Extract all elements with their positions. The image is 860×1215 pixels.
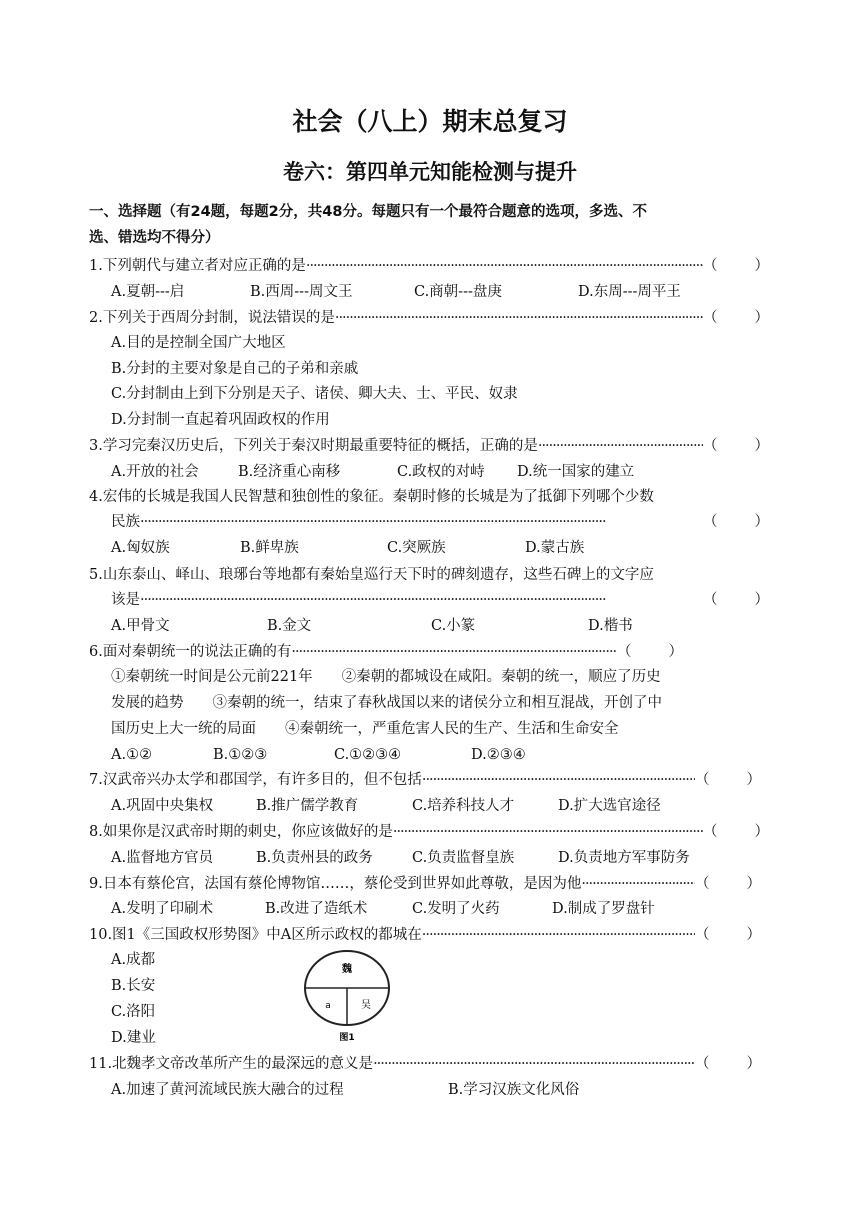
figure-label-a: a [325, 1001, 331, 1011]
question-9-stem: 9.日本有蔡伦宫，法国有蔡伦博物馆……，蔡伦受到世界如此尊敬，是因为他 ····· （ ） [89, 874, 761, 894]
question-4-stem-cont: 民族 ····· （ ） [111, 512, 769, 532]
question-8-option-b[interactable]: B.负责州县的政务 [256, 850, 373, 866]
question-5-stem: 5.山东泰山、峄山、琅琊台等地都有秦始皇巡行天下时的碑刻遗存，这些石碑上的文字应 [89, 567, 654, 583]
question-7-stem: 7.汉武帝兴办太学和郡国学，有许多目的，但不包括 ····· （ ） [89, 770, 761, 790]
question-10-option-d[interactable]: D.建业 [111, 1030, 156, 1046]
question-5-option-b[interactable]: B.金文 [267, 618, 312, 634]
section-heading: 一、选择题（有24题，每题2分，共48分。每题只有一个最符合题意的选项，多选、不 [89, 204, 647, 220]
question-8-option-d[interactable]: D.负责地方军事防务 [558, 850, 690, 866]
question-4-option-b[interactable]: B.鲜卑族 [240, 540, 299, 556]
question-9-option-d[interactable]: D.制成了罗盘针 [552, 901, 655, 917]
question-11-stem: 11.北魏孝文帝改革所产生的最深远的意义是 ····· （ ） [89, 1054, 761, 1074]
question-3-option-d[interactable]: D.统一国家的建立 [517, 464, 635, 480]
question-5-option-d[interactable]: D.楷书 [588, 618, 633, 634]
question-7-option-c[interactable]: C.培养科技人才 [412, 798, 515, 814]
question-3-option-b[interactable]: B.经济重心南移 [238, 464, 341, 480]
question-3-option-c[interactable]: C.政权的对峙 [397, 464, 485, 480]
question-2-option-a[interactable]: A.目的是控制全国广大地区 [111, 335, 286, 351]
question-3-stem: 3.学习完秦汉历史后，下列关于秦汉时期最重要特征的概括，正确的是 ····· （ ） [89, 436, 769, 456]
question-1-option-b[interactable]: B.西周---周文王 [250, 284, 353, 300]
page-subtitle: 卷六：第四单元知能检测与提升 [283, 160, 577, 184]
question-5-stem-cont: 该是 ····· （ ） [111, 590, 769, 610]
question-6-option-b[interactable]: B.①②③ [213, 747, 268, 763]
question-4-option-d[interactable]: D.蒙古族 [525, 540, 585, 556]
question-7-option-b[interactable]: B.推广儒学教育 [256, 798, 359, 814]
question-3-option-a[interactable]: A.开放的社会 [111, 464, 199, 480]
question-8-stem: 8.如果你是汉武帝时期的刺史，你应该做好的是 ····· （ ） [89, 822, 769, 842]
question-10-option-b[interactable]: B.长安 [111, 978, 156, 994]
question-1-option-d[interactable]: D.东周---周平王 [578, 284, 681, 300]
question-7-option-a[interactable]: A.巩固中央集权 [111, 798, 214, 814]
question-10-option-c[interactable]: C.洛阳 [111, 1004, 156, 1020]
figure-1-three-kingdoms-map [302, 948, 392, 1048]
question-8-option-a[interactable]: A.监督地方官员 [111, 850, 214, 866]
question-6-body-3: 国历史上大一统的局面 ④秦朝统一，严重危害人民的生产、生活和生命安全 [111, 721, 619, 737]
question-10-stem: 10.图1《三国政权形势图》中A区所示政权的都城在 ····· （ ） [89, 925, 761, 945]
question-2-option-c[interactable]: C.分封制由上到下分别是天子、诸侯、卿大夫、士、平民、奴隶 [111, 386, 518, 402]
question-6-body-1: ①秦朝统一时间是公元前221年 ②秦朝的都城设在咸阳。秦朝的统一，顺应了历史 [111, 669, 661, 685]
page-title: 社会（八上）期末总复习 [292, 107, 568, 136]
question-1-option-c[interactable]: C.商朝---盘庚 [414, 284, 502, 300]
question-8-option-c[interactable]: C.负责监督皇族 [412, 850, 515, 866]
question-6-option-a[interactable]: A.①② [111, 747, 153, 763]
question-9-option-b[interactable]: B.改进了造纸术 [265, 901, 368, 917]
question-11-option-a[interactable]: A.加速了黄河流域民族大融合的过程 [111, 1082, 344, 1098]
section-heading-cont: 选、错选均不得分） [89, 230, 220, 246]
question-10-option-a[interactable]: A.成都 [111, 952, 156, 968]
question-5-option-c[interactable]: C.小篆 [431, 618, 476, 634]
figure-caption: 图1 [339, 1033, 355, 1043]
question-11-option-b[interactable]: B.学习汉族文化风俗 [448, 1082, 580, 1098]
question-7-option-d[interactable]: D.扩大选官途径 [558, 798, 661, 814]
question-4-option-a[interactable]: A.匈奴族 [111, 540, 170, 556]
question-2-option-b[interactable]: B.分封的主要对象是自己的子弟和亲戚 [111, 361, 359, 377]
question-4-option-c[interactable]: C.突厥族 [387, 540, 446, 556]
question-9-option-a[interactable]: A.发明了印刷术 [111, 901, 214, 917]
figure-label-wu: 吴 [361, 1000, 371, 1011]
question-6-stem: 6.面对秦朝统一的说法正确的有 ····· （ ） [89, 642, 683, 662]
question-2-option-d[interactable]: D.分封制一直起着巩固政权的作用 [111, 412, 330, 428]
question-1-option-a[interactable]: A.夏朝---启 [111, 284, 185, 300]
question-6-option-c[interactable]: C.①②③④ [334, 747, 402, 763]
figure-label-wei: 魏 [342, 964, 352, 975]
question-5-option-a[interactable]: A.甲骨文 [111, 618, 170, 634]
question-9-option-c[interactable]: C.发明了火药 [412, 901, 500, 917]
question-4-stem: 4.宏伟的长城是我国人民智慧和独创性的象征。秦朝时修的长城是为了抵御下列哪个少数 [89, 489, 654, 505]
question-6-body-2: 发展的趋势 ③秦朝的统一，结束了春秋战国以来的诸侯分立和相互混战，开创了中 [111, 695, 662, 711]
question-6-option-d[interactable]: D.②③④ [471, 747, 526, 763]
question-2-stem: 2.下列关于西周分封制，说法错误的是 ····· （ ） [89, 308, 769, 328]
question-1-stem: 1.下列朝代与建立者对应正确的是 ····· （ ） [89, 256, 769, 276]
